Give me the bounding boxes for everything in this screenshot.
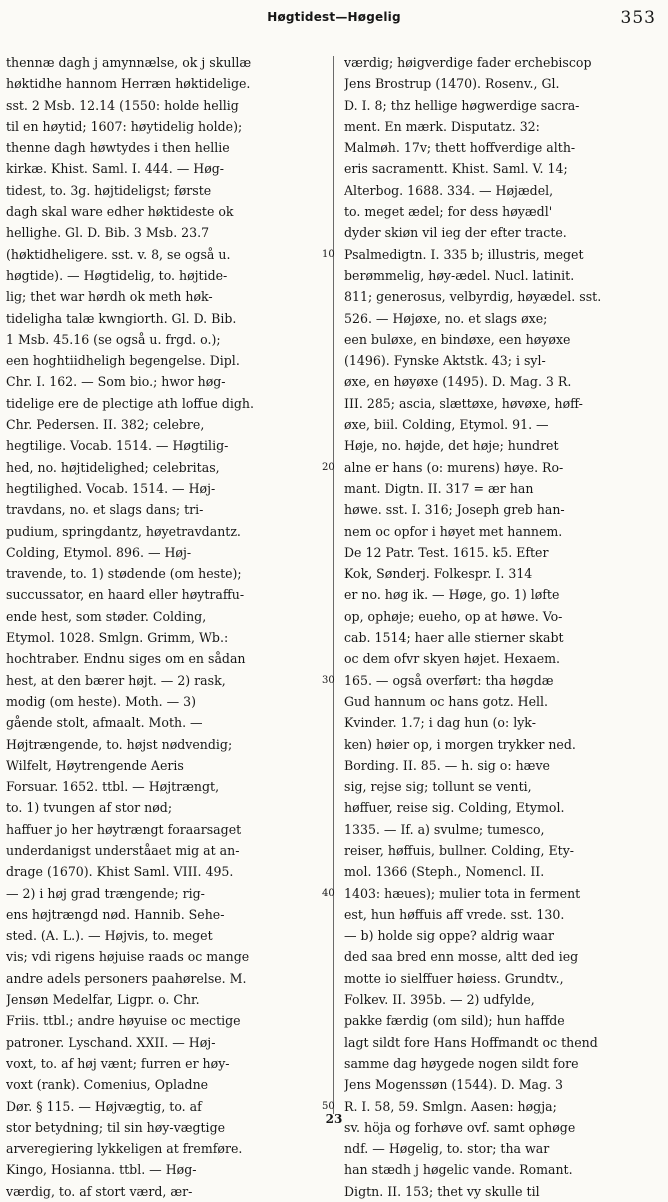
text-line: lagt sildt fore Hans Hoffmandt oc thend xyxy=(344,1034,598,1050)
text-line: mant. Digtn. II. 317 = ær han xyxy=(344,480,534,496)
text-line: ens højtrængd nød. Hannib. Sehe- xyxy=(6,906,225,922)
text-line: vis; vdi rigens højuise raads oc mange xyxy=(6,949,250,965)
text-line: motte io sielffuer høiess. Grundtv., xyxy=(344,970,564,986)
text-line: sv. höja og forhøve ovf. samt ophøge xyxy=(344,1119,576,1135)
page-header xyxy=(0,4,668,30)
text-line: gående stolt, afmaalt. Moth. — xyxy=(6,715,203,731)
text-line: øxe, biil. Colding, Etymol. 91. — xyxy=(344,417,549,433)
text-line: voxt, to. af høj vænt; furren er høy- xyxy=(6,1055,230,1071)
text-line: samme dag høygede nogen sildt fore xyxy=(344,1055,579,1071)
text-line: travende, to. 1) stødende (om heste); xyxy=(6,566,242,582)
left-column xyxy=(6,52,326,1202)
text-line: thenne dagh høwtydes i then hellie xyxy=(6,140,230,156)
text-line: 811; generosus, velbyrdig, høyædel. sst. xyxy=(344,289,602,305)
text-line: cab. 1514; haer alle stierner skabt xyxy=(344,630,564,646)
text-line: Friis. ttbl.; andre høyuise oc mectige xyxy=(6,1013,241,1029)
text-line: succussator, en haard eller høytraffu- xyxy=(6,587,245,603)
text-line: (høktidheligere. sst. v. 8, se også u. xyxy=(6,246,231,262)
text-line: D. I. 8; thz hellige høgwerdige sacra- xyxy=(344,97,580,113)
text-line: est, hun høffuis aff vrede. sst. 130. xyxy=(344,906,565,922)
text-line: ende hest, som støder. Colding, xyxy=(6,608,207,624)
text-line: 526. — Højøxe, no. et slags øxe; xyxy=(344,310,548,326)
text-line: Høje, no. højde, det høje; hundret xyxy=(344,438,559,454)
text-line: arveregiering lykkeligen at fremføre. xyxy=(6,1141,243,1157)
text-line: Malmøh. 17v; thett hoffverdige alth- xyxy=(344,140,576,156)
text-line: er no. høg ik. — Høge, go. 1) løfte xyxy=(344,587,560,603)
text-line: thennæ dagh j amynnælse, ok j skullæ xyxy=(6,55,252,70)
text-line: een buløxe, en bindøxe, een høyøxe xyxy=(344,331,571,347)
text-line: sig, rejse sig; tollunt se venti, xyxy=(344,779,532,795)
text-line: han stædh j høgelic vande. Romant. xyxy=(344,1162,573,1178)
text-line: eris sacramentt. Khist. Saml. V. 14; xyxy=(344,161,568,177)
text-line: modig (om heste). Moth. — 3) xyxy=(6,693,197,709)
text-line: Alterbog. 1688. 334. — Højædel, xyxy=(344,182,554,198)
text-line: sted. (A. L.). — Højvis, to. meget xyxy=(6,928,213,944)
text-line: tidest, to. 3g. højtideligst; første xyxy=(6,182,212,198)
text-line: til en høytid; 1607: høytidelig holde); xyxy=(6,118,243,134)
text-line: voxt (rank). Comenius, Opladne xyxy=(6,1077,209,1093)
text-line: 1335. — If. a) svulme; tumesco, xyxy=(344,821,545,837)
text-line: travdans, no. et slags dans; tri- xyxy=(6,502,204,518)
text-line: ken) høier op, i morgen trykker ned. xyxy=(344,736,576,752)
text-line: patroner. Lyschand. XXII. — Høj- xyxy=(6,1034,216,1050)
text-line: (1496). Fynske Aktstk. 43; i syl- xyxy=(344,353,546,369)
text-line: drage (1670). Khist Saml. VIII. 495. xyxy=(6,864,234,880)
text-line: Psalmedigtn. I. 335 b; illustris, meget xyxy=(344,246,584,262)
text-line: Etymol. 1028. Smlgn. Grimm, Wb.: xyxy=(6,630,229,646)
text-line: oc dem ofvr skyen højet. Hexaem. xyxy=(344,651,561,667)
text-line: hegtilige. Vocab. 1514. — Høgtilig- xyxy=(6,438,229,454)
text-line: ndf. — Høgelig, to. stor; tha war xyxy=(344,1141,550,1157)
text-line: kirkæ. Khist. Saml. I. 444. — Høg- xyxy=(6,161,225,177)
text-line: — 2) i høj grad trængende; rig- xyxy=(6,885,205,901)
text-line: øxe, en høyøxe (1495). D. Mag. 3 R. xyxy=(344,374,572,390)
text-line: Dør. § 115. — Højvægtig, to. af xyxy=(6,1098,202,1114)
line-number: 30 xyxy=(322,674,335,686)
page-number: 353 xyxy=(620,8,656,28)
text-line: værdig; høigverdige fader erchebiscop xyxy=(344,55,592,70)
text-line: hest, at den bærer højt. — 2) rask, xyxy=(6,672,226,688)
text-line: høwe. sst. I. 316; Joseph greb han- xyxy=(344,502,565,518)
text-line: Kvinder. 1.7; i dag hun (o: lyk- xyxy=(344,715,536,731)
text-line: Chr. I. 162. — Som bio.; hwor høg- xyxy=(6,374,226,390)
right-column xyxy=(344,52,662,1202)
text-line: pudium, springdantz, høyetravdantz. xyxy=(6,523,241,539)
text-line: Chr. Pedersen. II. 382; celebre, xyxy=(6,417,205,433)
text-line: ment. En mærk. Disputatz. 32: xyxy=(344,118,540,134)
text-line: pakke færdig (om sild); hun haffde xyxy=(344,1013,565,1029)
text-line: hochtraber. Endnu siges om en sådan xyxy=(6,651,246,667)
text-line: Gud hannum oc hans gotz. Hell. xyxy=(344,693,549,709)
text-line: høktidhe hannom Herræn høktidelige. xyxy=(6,76,251,92)
text-line: dyder skiøn vil ieg der efter tracte. xyxy=(344,225,567,241)
text-line: Folkev. II. 395b. — 2) udfylde, xyxy=(344,992,535,1008)
text-line: værdig, to. af stort værd, ær- xyxy=(6,1183,193,1199)
text-line: reiser, høffuis, bullner. Colding, Ety- xyxy=(344,842,575,858)
text-line: sst. 2 Msb. 12.14 (1550: holde hellig xyxy=(6,97,239,113)
column-divider xyxy=(333,56,334,1114)
text-line: III. 285; ascia, slættøxe, høvøxe, høff- xyxy=(344,395,583,411)
text-line: Bording. II. 85. — h. sig o: hæve xyxy=(344,757,550,773)
text-line: stor betydning; til sin høy-vægtige xyxy=(6,1119,226,1135)
text-line: op, ophøje; eueho, op at høwe. Vo- xyxy=(344,608,563,624)
text-line: haffuer jo her høytrængt foraarsaget xyxy=(6,821,242,837)
text-line: Wilfelt, Høytrengende Aeris xyxy=(6,757,184,773)
text-line: 1403: hæues); mulier tota in ferment xyxy=(344,885,581,901)
text-line: tidelige ere de plectige ath loffue digh. xyxy=(6,395,254,411)
text-line: 165. — også overført: tha høgdæ xyxy=(344,672,554,688)
text-line: Colding, Etymol. 896. — Høj- xyxy=(6,544,192,560)
text-line: ded saa bred enn mosse, altt ded ieg xyxy=(344,949,579,965)
line-number: 40 xyxy=(322,887,335,899)
text-line: 1 Msb. 45.16 (se også u. frgd. o.); xyxy=(6,331,221,347)
text-line: Jens Brostrup (1470). Rosenv., Gl. xyxy=(344,76,560,92)
text-line: — b) holde sig oppe? aldrig waar xyxy=(344,928,555,944)
text-line: høgtide). — Høgtidelig, to. højtide- xyxy=(6,267,228,283)
text-line: andre adels personers paahørelse. M. xyxy=(6,970,247,986)
signature-mark: 23 xyxy=(325,1112,343,1126)
line-number: 20 xyxy=(322,461,335,473)
text-line: dagh skal ware edher høktideste ok xyxy=(6,204,234,220)
text-line: lig; thet war hørdh ok meth høk- xyxy=(6,289,213,305)
text-line: to. meget ædel; for dess høyædl' xyxy=(344,204,553,220)
text-line: to. 1) tvungen af stor nød; xyxy=(6,800,173,816)
text-line: een hoghtiidheligh begengelse. Dipl. xyxy=(6,353,240,369)
text-line: De 12 Patr. Test. 1615. k5. Efter xyxy=(344,544,549,560)
text-line: R. I. 58, 59. Smlgn. Aasen: høgja; xyxy=(344,1098,557,1114)
text-line: høffuer, reise sig. Colding, Etymol. xyxy=(344,800,565,816)
text-line: alne er hans (o: murens) høye. Ro- xyxy=(344,459,564,475)
text-line: berømmelig, høy-ædel. Nucl. latinit. xyxy=(344,267,575,283)
text-line: Jensøn Medelfar, Ligpr. o. Chr. xyxy=(6,992,200,1008)
running-head: Høgtidest—Høgelig xyxy=(267,10,401,24)
text-line: mol. 1366 (Steph., Nomencl. II. xyxy=(344,864,545,880)
text-line: nem oc opfor i høyet met hannem. xyxy=(344,523,563,539)
text-line: Kingo, Hosianna. ttbl. — Høg- xyxy=(6,1162,197,1178)
text-line: hegtilighed. Vocab. 1514. — Høj- xyxy=(6,480,216,496)
text-line: Højtrængende, to. højst nødvendig; xyxy=(6,736,233,752)
text-line: Jens Mogenssøn (1544). D. Mag. 3 xyxy=(344,1077,564,1093)
text-line: hellighe. Gl. D. Bib. 3 Msb. 23.7 xyxy=(6,225,210,241)
text-line: Kok, Sønderj. Folkespr. I. 314 xyxy=(344,566,533,582)
text-line: tideligha talæ kwngiorth. Gl. D. Bib. xyxy=(6,310,237,326)
line-number: 10 xyxy=(322,248,335,260)
line-number: 50 xyxy=(322,1100,335,1112)
text-line: underdanigst underståaet mig at an- xyxy=(6,842,240,858)
text-line: hed, no. højtidelighed; celebritas, xyxy=(6,459,220,475)
text-line: Digtn. II. 153; thet vy skulle til xyxy=(344,1183,540,1199)
text-line: Forsuar. 1652. ttbl. — Højtrængt, xyxy=(6,779,220,795)
